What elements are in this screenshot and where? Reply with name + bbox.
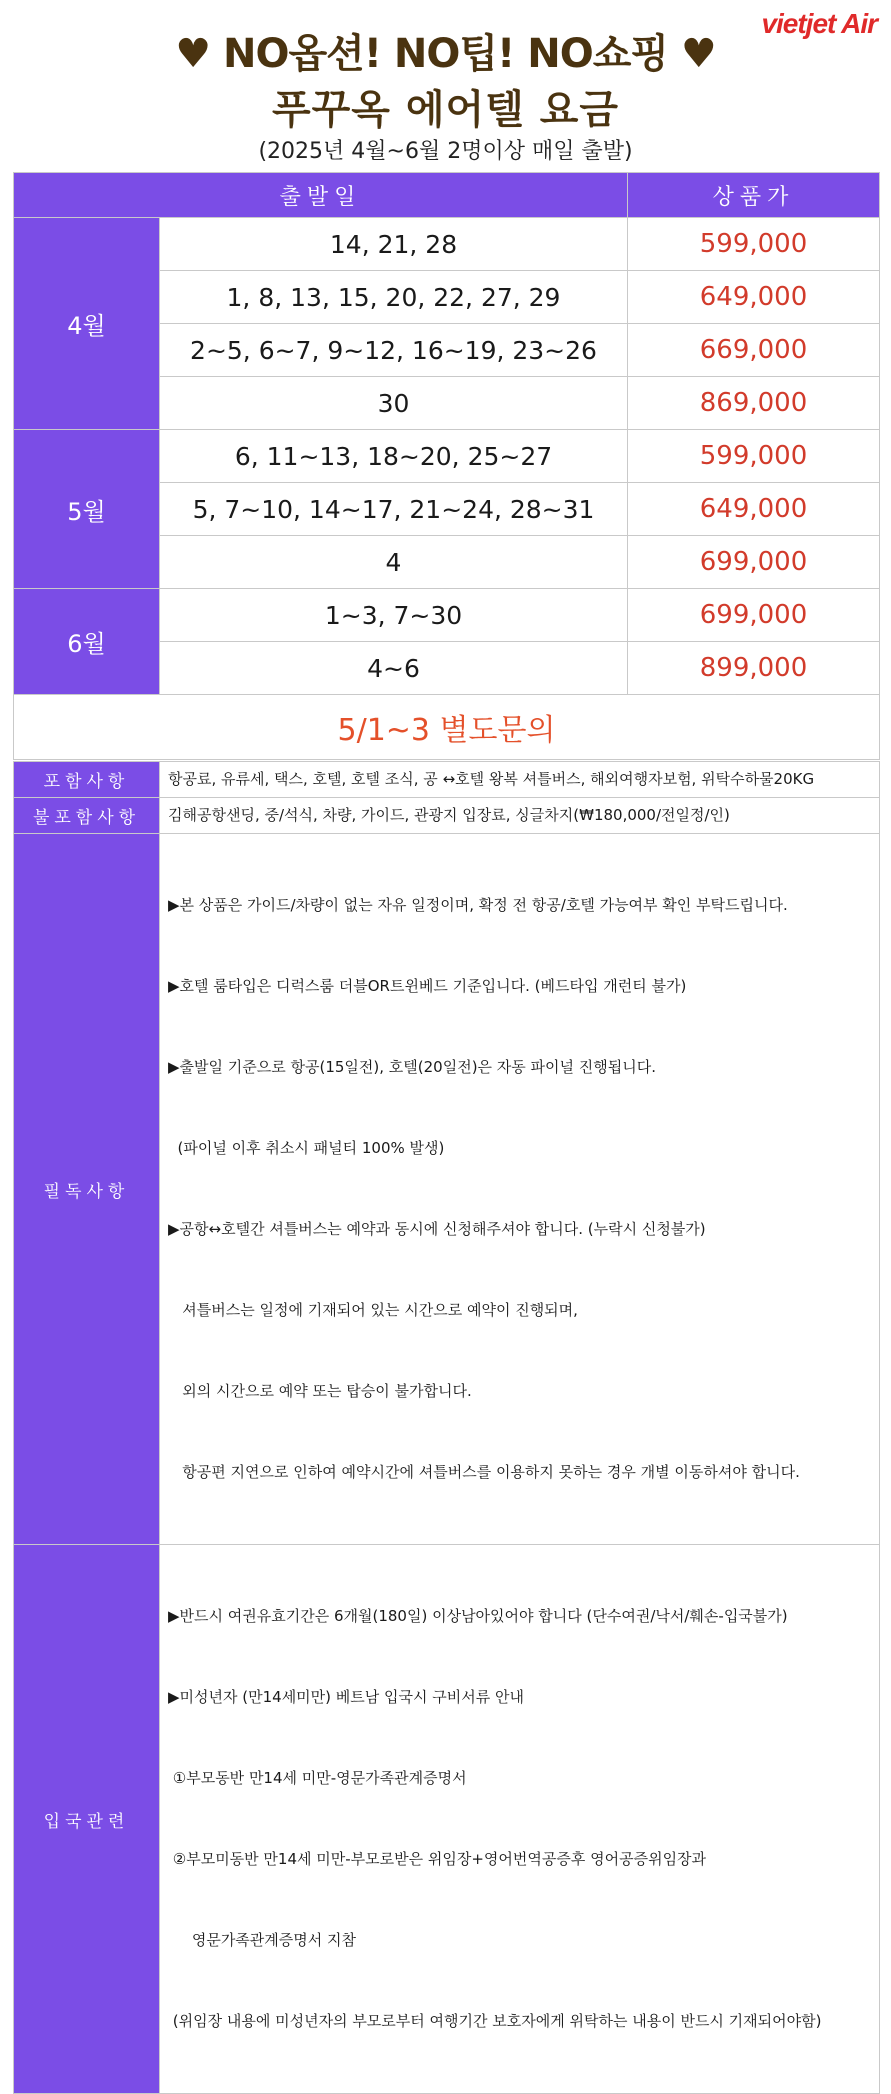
excluded-text: 김해공항샌딩, 중/석식, 차량, 가이드, 관광지 입장료, 싱글차지(₩180,000/전일정/인)	[160, 798, 880, 834]
entry-line: (위임장 내용에 미성년자의 부모로부터 여행기간 보호자에게 위탁하는 내용이 반드시 기재되어야함)	[168, 2012, 822, 2030]
header-price: 상품가	[628, 173, 880, 218]
must-read-line: 셔틀버스는 일정에 기재되어 있는 시간으로 예약이 진행되며,	[168, 1301, 578, 1319]
entry-line: ①부모동반 만14세 미만-영문가족관계증명서	[168, 1769, 467, 1787]
date-cell: 6, 11~13, 18~20, 25~27	[160, 430, 628, 483]
entry-content	[160, 1545, 880, 2094]
price-cell: 869,000	[628, 377, 880, 430]
date-cell: 5, 7~10, 14~17, 21~24, 28~31	[160, 483, 628, 536]
included-text: 항공료, 유류세, 택스, 호텔, 호텔 조식, 공 ↔호텔 왕복 셔틀버스, 해외여행자보험, 위탁수하물20KG	[160, 762, 880, 798]
price-cell: 599,000	[628, 430, 880, 483]
date-cell: 2~5, 6~7, 9~12, 16~19, 23~26	[160, 324, 628, 377]
date-cell: 4~6	[160, 642, 628, 695]
price-cell: 649,000	[628, 271, 880, 324]
label-excluded: 불포함사항	[14, 798, 160, 834]
date-cell: 4	[160, 536, 628, 589]
price-cell: 699,000	[628, 589, 880, 642]
label-included: 포함사항	[14, 762, 160, 798]
special-inquiry-notice: 5/1~3 별도문의	[14, 695, 880, 760]
info-table	[13, 761, 880, 2094]
label-must-read: 필독사항	[14, 834, 160, 1545]
entry-line: ▶미성년자 (만14세미만) 베트남 입국시 구비서류 안내	[168, 1688, 524, 1706]
must-read-line: 항공편 지연으로 인하여 예약시간에 셔틀버스를 이용하지 못하는 경우 개별 이동하셔야 합니다.	[168, 1463, 800, 1481]
month-june: 6월	[14, 589, 160, 695]
entry-line: ②부모미동반 만14세 미만-부모로받은 위임장+영어번역공증후 영어공증위임장과	[168, 1850, 707, 1868]
must-read-line: ▶본 상품은 가이드/차량이 없는 자유 일정이며, 확정 전 항공/호텔 가능여부 확인 부탁드립니다.	[168, 896, 788, 914]
vietjet-logo: vietjet Air	[761, 8, 877, 39]
page-title-line2: 푸꾸옥 에어텔 요금	[272, 87, 619, 133]
price-cell: 899,000	[628, 642, 880, 695]
page-subtitle: (2025년 4월~6월 2명이상 매일 출발)	[258, 139, 633, 164]
price-table	[13, 172, 880, 760]
price-cell: 669,000	[628, 324, 880, 377]
must-read-line: (파이널 이후 취소시 패널티 100% 발생)	[168, 1139, 445, 1157]
must-read-line: 외의 시간으로 예약 또는 탑승이 불가합니다.	[168, 1382, 472, 1400]
label-entry: 입국관련	[14, 1545, 160, 2094]
price-cell: 599,000	[628, 218, 880, 271]
must-read-line: ▶출발일 기준으로 항공(15일전), 호텔(20일전)은 자동 파이널 진행됩니다.	[168, 1058, 657, 1076]
header-departure-date: 출발일	[14, 173, 628, 218]
price-cell: 649,000	[628, 483, 880, 536]
must-read-line: ▶호텔 룸타입은 디럭스룸 더블OR트윈베드 기준입니다. (베드타입 개런티 불가)	[168, 977, 687, 995]
entry-line: 영문가족관계증명서 지참	[168, 1931, 356, 1949]
date-cell: 1~3, 7~30	[160, 589, 628, 642]
must-read-content	[160, 834, 880, 1545]
date-cell: 1, 8, 13, 15, 20, 22, 27, 29	[160, 271, 628, 324]
price-cell: 699,000	[628, 536, 880, 589]
must-read-line: ▶공항↔호텔간 셔틀버스는 예약과 동시에 신청해주셔야 합니다. (누락시 신청불가)	[168, 1220, 706, 1238]
page-title-line1: ♥ NO옵션! NO팁! NO쇼핑 ♥	[175, 31, 716, 77]
entry-line: ▶반드시 여권유효기간은 6개월(180일) 이상남아있어야 합니다 (단수여권/낙서/훼손-입국불가)	[168, 1607, 788, 1625]
month-may: 5월	[14, 430, 160, 589]
month-april: 4월	[14, 218, 160, 430]
date-cell: 14, 21, 28	[160, 218, 628, 271]
date-cell: 30	[160, 377, 628, 430]
